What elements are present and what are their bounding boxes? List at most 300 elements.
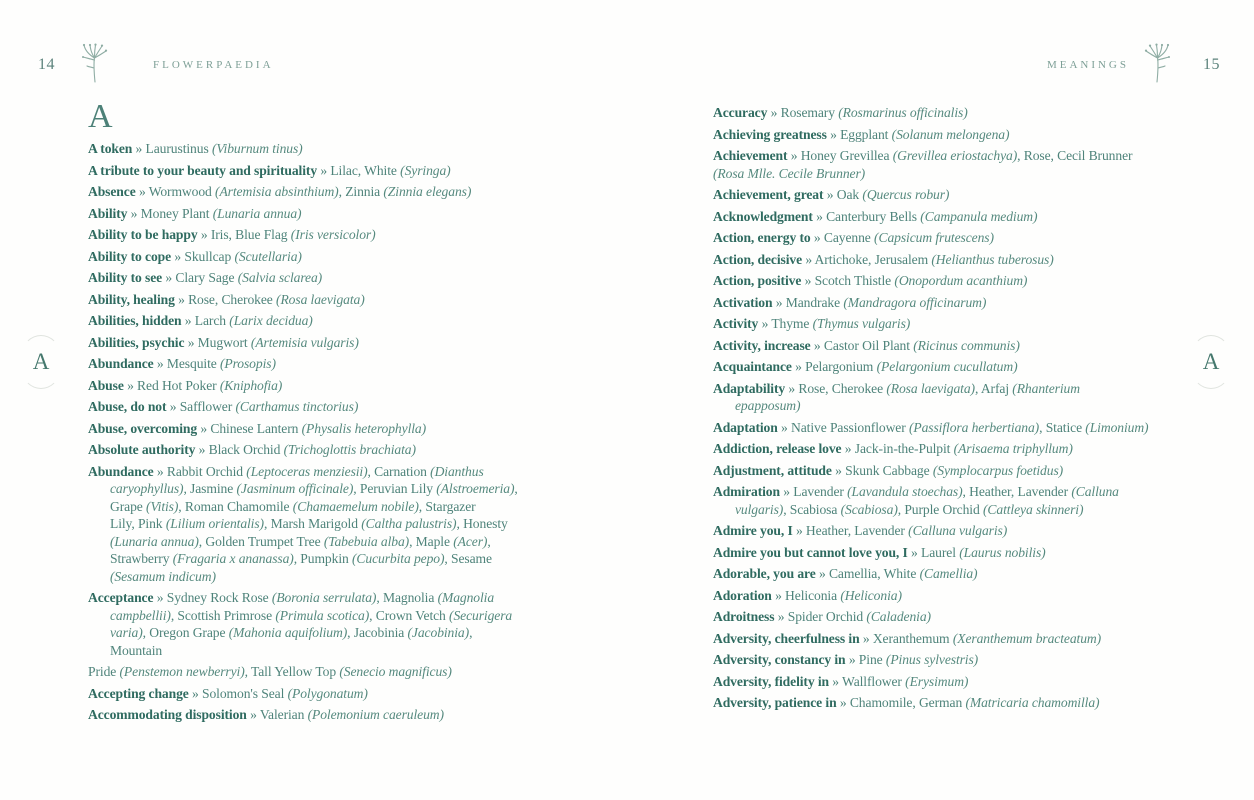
alphabet-tab-letter: A xyxy=(32,349,50,374)
entry-text: , Jacobinia xyxy=(347,625,408,640)
entry-line xyxy=(713,544,1181,562)
entry-text: » Artichoke, Jerusalem xyxy=(802,251,932,267)
entry-headword: Adoration xyxy=(713,587,772,603)
entry-text: Mountain xyxy=(110,642,163,658)
botanical-name: (Erysimum) xyxy=(905,673,969,689)
entry-line xyxy=(88,515,553,533)
entry-headword: Activation xyxy=(713,294,773,310)
entry-text: » Canterbury Bells xyxy=(812,208,921,224)
entry-text: , Sesame xyxy=(444,551,492,566)
botanical-name: (Syringa) xyxy=(400,162,451,178)
botanical-name: (Penstemon newberryi) xyxy=(119,664,245,679)
entry-line xyxy=(713,483,1181,501)
entry-text: , Carnation xyxy=(367,463,431,479)
entry-text: , Magnolia xyxy=(376,590,438,605)
entry-line xyxy=(713,565,1181,583)
entry-headword: Action, positive xyxy=(713,273,802,288)
botanical-name: (Kniphofia) xyxy=(219,377,283,393)
botanical-name: (Rosmarinus officinalis) xyxy=(838,105,968,120)
entry-text: , Scabiosa xyxy=(783,501,841,517)
entry-text: , Purple Orchid xyxy=(897,501,983,517)
entry-text: , Golden Trumpet Tree xyxy=(198,533,324,549)
entry xyxy=(713,104,1181,122)
entry-line xyxy=(88,663,553,681)
entry-text: » Spider Orchid xyxy=(774,609,867,624)
entry xyxy=(713,462,1181,480)
entry-line xyxy=(88,162,553,180)
entry-line xyxy=(713,587,1181,605)
entry-line xyxy=(88,420,553,438)
entry xyxy=(713,251,1181,269)
entry-line xyxy=(713,294,1181,312)
entry-line xyxy=(88,398,553,416)
entry-line xyxy=(713,522,1181,540)
botanical-name: (Pelargonium cucullatum) xyxy=(876,359,1018,374)
entry-text: » Pine xyxy=(845,652,886,667)
entry-line xyxy=(713,126,1181,144)
entry xyxy=(88,355,553,373)
entry-headword: Acquaintance xyxy=(713,359,792,374)
entry-headword: Action, energy to xyxy=(713,230,811,245)
entry xyxy=(713,380,1181,415)
entry-headword: Achievement, great xyxy=(713,187,824,202)
botanical-name: (Lilium orientalis) xyxy=(165,516,264,531)
entry xyxy=(88,183,553,201)
entry-headword: Accepting change xyxy=(88,685,189,701)
entry xyxy=(88,663,553,681)
botanical-name: (Lunaria annua) xyxy=(212,205,302,221)
botanical-name: vulgaris) xyxy=(735,501,784,517)
entry-text: » Red Hot Poker xyxy=(123,377,220,393)
entry-line xyxy=(713,272,1181,290)
entry-line xyxy=(713,630,1181,648)
entry-headword: Ability to cope xyxy=(88,248,172,264)
entry-line xyxy=(88,642,553,660)
left-running-title: FLOWERPAEDIA xyxy=(153,59,274,71)
left-entries xyxy=(88,140,553,724)
entry-line xyxy=(88,269,553,287)
botanical-name: (Sesamum indicum) xyxy=(110,568,216,584)
right-page-number: 15 xyxy=(1203,56,1220,73)
botanical-name: (Campanula medium) xyxy=(920,208,1038,224)
entry-text: , Jasmine xyxy=(183,481,237,496)
botanical-name: (Lunaria annua) xyxy=(110,533,199,549)
botanical-name: (Thymus vulgaris) xyxy=(812,316,911,331)
entry xyxy=(88,377,553,395)
entry xyxy=(713,694,1181,712)
entry-line xyxy=(713,440,1181,458)
entry-line xyxy=(88,624,553,642)
entry-headword: A token xyxy=(88,141,133,156)
entry-headword: Achievement xyxy=(713,148,788,163)
botanical-name: (Iris versicolor) xyxy=(290,227,376,242)
botanical-name: (Xeranthemum bracteatum) xyxy=(952,630,1102,646)
entry-line xyxy=(88,183,553,201)
entry xyxy=(88,205,553,223)
entry-line xyxy=(88,377,553,395)
botanical-name: (Rosa Mlle. Cecile Brunner) xyxy=(713,165,866,181)
entry-headword: Admire you but cannot love you, I xyxy=(713,544,908,560)
entry-text: » Wormwood xyxy=(135,184,216,199)
botanical-name: (Viburnum tinus) xyxy=(211,141,303,156)
entry-text: , xyxy=(514,481,518,496)
entry-text: , Peruvian Lily xyxy=(353,481,437,496)
entry-line xyxy=(88,355,553,373)
botanical-name: (Vitis) xyxy=(146,498,179,514)
entry-text: , Scottish Primrose xyxy=(170,607,276,623)
botanical-name: (Mahonia aquifolium) xyxy=(228,625,348,640)
entry-headword: Abundance xyxy=(88,463,154,479)
entry xyxy=(88,398,553,416)
entry xyxy=(88,334,553,352)
botanical-name: (Rosa laevigata) xyxy=(886,380,975,396)
entry xyxy=(88,312,553,330)
botanical-name: (Heliconia) xyxy=(840,587,902,603)
botanical-name: (Ricinus communis) xyxy=(913,337,1020,353)
entry-headword: Activity, increase xyxy=(713,337,811,353)
entry-line xyxy=(88,685,553,703)
entry xyxy=(713,337,1181,355)
entry-text: » Laurustinus xyxy=(132,141,212,156)
entry xyxy=(713,673,1181,691)
entry-line xyxy=(713,694,1181,712)
entry-text: » Heliconia xyxy=(771,587,841,603)
entry xyxy=(88,226,553,244)
entry-line xyxy=(88,248,553,266)
entry-headword: Ability to be happy xyxy=(88,227,198,242)
alphabet-tab-left xyxy=(22,335,60,389)
botanical-name: (Passiflora herbertiana) xyxy=(908,419,1040,435)
entry-text: » Skunk Cabbage xyxy=(831,462,933,478)
entry-text: , Maple xyxy=(409,533,454,549)
botanical-name: (Carthamus tinctorius) xyxy=(235,399,359,414)
entry xyxy=(713,608,1181,626)
entry-text: » Mugwort xyxy=(184,334,251,350)
entry-text: » Castor Oil Plant xyxy=(810,337,914,353)
botanical-name: (Polemonium caeruleum) xyxy=(307,707,444,722)
botanical-name: (Scabiosa) xyxy=(840,501,898,517)
botanical-name: (Rhanterium xyxy=(1012,380,1080,396)
entry-line xyxy=(713,147,1181,165)
entry-headword: Adversity, fidelity in xyxy=(713,673,829,689)
entry-text: » Money Plant xyxy=(127,205,213,221)
botanical-name: (Cucurbita pepo) xyxy=(352,551,445,566)
entry-headword: Adorable, you are xyxy=(713,566,816,581)
entry-text: » Eggplant xyxy=(826,126,892,142)
entry-line xyxy=(88,205,553,223)
entry-text: » Honey Grevillea xyxy=(787,148,893,163)
entry xyxy=(713,587,1181,605)
left-page-header xyxy=(38,44,274,86)
entry xyxy=(713,294,1181,312)
entry-line xyxy=(713,208,1181,226)
entry-text: , Crown Vetch xyxy=(369,607,450,623)
entry-text: » Pelargonium xyxy=(791,359,877,374)
right-page-header xyxy=(1047,44,1220,86)
entry xyxy=(713,126,1181,144)
entry-text: » Native Passionflower xyxy=(777,419,909,435)
entry-headword: Absence xyxy=(88,184,136,199)
entry-line xyxy=(88,312,553,330)
botanical-name: (Acer) xyxy=(453,533,488,549)
entry-text: » Jack-in-the-Pulpit xyxy=(841,441,954,456)
botanical-name: (Grevillea eriostachya) xyxy=(892,148,1018,163)
entry-text: , Oregon Grape xyxy=(142,625,229,640)
botanical-name: (Limonium) xyxy=(1085,419,1149,435)
botanical-name: (Prosopis) xyxy=(219,356,276,371)
entry-line xyxy=(713,229,1181,247)
section-letter-heading: A xyxy=(88,98,113,135)
entry-line xyxy=(713,337,1181,355)
botanical-name: (Mandragora officinarum) xyxy=(843,294,987,310)
entry-text: » Chamomile, German xyxy=(836,695,966,710)
entry-headword: Absolute authority xyxy=(88,442,196,457)
entry-headword: Admire you, I xyxy=(713,523,793,538)
entry-text: » Sydney Rock Rose xyxy=(153,590,272,605)
entry-headword: Ability xyxy=(88,205,128,221)
entry-line xyxy=(88,607,553,625)
flower-sprig-icon xyxy=(77,42,113,84)
botanical-name: (Jacobinia) xyxy=(407,625,470,640)
entry-text: » Mandrake xyxy=(772,294,844,310)
botanical-name: (Primula scotica) xyxy=(275,607,370,623)
botanical-name: (Capsicum frutescens) xyxy=(874,230,994,245)
entry-text: » Heather, Lavender xyxy=(792,523,909,538)
entry xyxy=(713,544,1181,562)
entry-line xyxy=(713,651,1181,669)
entry-headword: Achieving greatness xyxy=(713,126,827,142)
entry-line xyxy=(713,251,1181,269)
entry-text: » Clary Sage xyxy=(162,270,238,285)
entry-text: , Zinnia xyxy=(338,184,384,199)
botanical-name: (Artemisia vulgaris) xyxy=(250,334,359,350)
botanical-name: (Physalis heterophylla) xyxy=(301,420,427,436)
entry xyxy=(713,522,1181,540)
entry xyxy=(713,651,1181,669)
entry-text: » Laurel xyxy=(907,544,960,560)
entry-headword: Abuse xyxy=(88,377,124,393)
entry-text: » Rose, Cherokee xyxy=(174,291,277,307)
botanical-name: (Scutellaria) xyxy=(234,248,302,264)
botanical-name: (Dianthus xyxy=(430,463,484,479)
entry xyxy=(713,272,1181,290)
entry-text: Strawberry xyxy=(110,551,173,566)
entry xyxy=(88,685,553,703)
entry-text: » Safflower xyxy=(166,399,236,414)
entry xyxy=(88,291,553,309)
entry-headword: Activity xyxy=(713,316,759,331)
entry-line xyxy=(713,165,1181,183)
entry-text: » Black Orchid xyxy=(195,442,284,457)
entry-text: , Stargazer xyxy=(418,498,476,514)
entry-line xyxy=(88,140,553,158)
entry xyxy=(713,208,1181,226)
botanical-name: (Cattleya skinneri) xyxy=(982,501,1084,517)
entry-line xyxy=(88,463,553,481)
botanical-name: (Boronia serrulata) xyxy=(271,590,377,605)
entry-headword: Ability, healing xyxy=(88,291,175,307)
entry-text: » Iris, Blue Flag xyxy=(197,227,291,242)
entry-text: » Lavender xyxy=(779,484,848,499)
botanical-name: (Trichoglottis brachiata) xyxy=(283,442,416,457)
entry xyxy=(88,269,553,287)
entry-headword: Abilities, psychic xyxy=(88,334,185,350)
botanical-name: (Alstroemeria) xyxy=(436,481,515,496)
botanical-name: (Senecio magnificus) xyxy=(339,664,452,679)
botanical-name: (Rosa laevigata) xyxy=(276,291,365,307)
flower-sprig-icon xyxy=(1139,42,1175,84)
botanical-name: (Polygonatum) xyxy=(287,685,368,701)
entry-text: , Statice xyxy=(1039,419,1086,435)
botanical-name: (Arisaema triphyllum) xyxy=(953,441,1073,456)
botanical-name: (Magnolia xyxy=(437,590,495,605)
botanical-name: (Jasminum officinale) xyxy=(236,481,354,496)
entry-text: Pride xyxy=(88,664,120,679)
botanical-name: campbellii) xyxy=(110,607,171,623)
botanical-name: (Chamaemelum nobile) xyxy=(292,498,419,514)
botanical-name: (Matricaria chamomilla) xyxy=(965,695,1100,710)
alphabet-tab-right xyxy=(1192,335,1230,389)
botanical-name: (Lavandula stoechas) xyxy=(847,484,963,499)
entry-line xyxy=(713,397,1181,415)
entry xyxy=(713,147,1181,182)
entry-line xyxy=(88,533,553,551)
entry-line xyxy=(713,501,1181,519)
entry-line xyxy=(88,498,553,516)
entry xyxy=(713,419,1181,437)
entry-text: » Rose, Cherokee xyxy=(785,380,887,396)
entry-headword: Adroitness xyxy=(713,609,775,624)
entry-line xyxy=(88,706,553,724)
entry-line xyxy=(88,226,553,244)
entry-headword: Accommodating disposition xyxy=(88,707,247,722)
botanical-name: (Tabebuia alba) xyxy=(323,533,410,549)
entry-text: , Heather, Lavender xyxy=(962,484,1072,499)
entry-line xyxy=(713,358,1181,376)
entry-text: Grape xyxy=(110,498,147,514)
entry xyxy=(88,589,553,659)
entry-text: » Chinese Lantern xyxy=(197,420,302,436)
alphabet-tab-letter: A xyxy=(1202,349,1220,374)
entry xyxy=(88,140,553,158)
entry-text: » Xeranthemum xyxy=(859,630,953,646)
entry-text: » Cayenne xyxy=(810,230,875,245)
botanical-name: (Quercus robur) xyxy=(862,187,950,202)
entry-text: , Rose, Cecil Brunner xyxy=(1017,148,1133,163)
entry-text: » Larch xyxy=(181,313,230,328)
botanical-name: (Salvia sclarea) xyxy=(237,270,323,285)
entry-headword: Acceptance xyxy=(88,590,154,605)
entry-line xyxy=(88,441,553,459)
botanical-name: (Camellia) xyxy=(919,566,978,581)
entry-text: » Rosemary xyxy=(767,105,839,120)
entry xyxy=(88,162,553,180)
entry xyxy=(88,420,553,438)
botanical-name: (Zinnia elegans) xyxy=(383,184,472,199)
entry-headword: Abuse, overcoming xyxy=(88,420,198,436)
entry-line xyxy=(88,334,553,352)
entry-headword: Adaptation xyxy=(713,419,778,435)
entry-text: » Rabbit Orchid xyxy=(153,463,247,479)
botanical-name: epapposum) xyxy=(735,398,801,413)
botanical-name: (Artemisia absinthium) xyxy=(215,184,339,199)
entry-headword: A tribute to your beauty and spirituality xyxy=(88,162,318,178)
entry xyxy=(713,483,1181,518)
entry-text: » Thyme xyxy=(758,316,813,331)
botanical-name: (Fragaria x ananassa) xyxy=(172,551,294,566)
entry-text: » Solomon's Seal xyxy=(188,685,288,701)
entry-headword: Adversity, patience in xyxy=(713,695,837,710)
botanical-name: (Pinus sylvestris) xyxy=(885,652,979,667)
entry-line xyxy=(713,462,1181,480)
botanical-name: (Larix decidua) xyxy=(229,313,313,328)
entry-line xyxy=(88,550,553,568)
entry-headword: Abundance xyxy=(88,356,154,371)
entry-text: » Scotch Thistle xyxy=(801,273,895,288)
botanical-name: (Leptoceras menziesii) xyxy=(246,463,368,479)
botanical-name: (Caltha palustris) xyxy=(361,516,457,531)
entry-text: Lily, Pink xyxy=(110,516,166,531)
entry-headword: Abuse, do not xyxy=(88,399,167,414)
entry xyxy=(88,706,553,724)
entry-line xyxy=(713,186,1181,204)
entry xyxy=(88,248,553,266)
right-entries xyxy=(713,104,1181,712)
entry-line xyxy=(713,419,1181,437)
botanical-name: (Caladenia) xyxy=(866,609,931,624)
botanical-name: (Solanum melongena) xyxy=(891,126,1010,142)
entry-text: » Lilac, White xyxy=(317,162,401,178)
entry-line xyxy=(88,568,553,586)
entry xyxy=(713,358,1181,376)
entry-line xyxy=(713,380,1181,398)
botanical-name: (Onopordum acanthium) xyxy=(894,273,1028,288)
entry-line xyxy=(88,291,553,309)
entry xyxy=(713,229,1181,247)
entry-line xyxy=(713,673,1181,691)
entry-text: , Honesty xyxy=(456,516,508,531)
entry-text: , Marsh Marigold xyxy=(263,516,362,531)
entry xyxy=(88,463,553,586)
entry-line xyxy=(713,608,1181,626)
entry-text: » Skullcap xyxy=(171,248,235,264)
entry-headword: Adjustment, attitude xyxy=(713,462,832,478)
entry xyxy=(88,441,553,459)
entry-text: , xyxy=(469,625,473,640)
entry-headword: Abilities, hidden xyxy=(88,313,182,328)
entry-headword: Adaptability xyxy=(713,380,786,396)
entry xyxy=(713,186,1181,204)
entry-text: , Arfaj xyxy=(974,380,1013,396)
entry-text: » Oak xyxy=(823,187,863,202)
botanical-name: (Laurus nobilis) xyxy=(959,544,1046,560)
entry-text: , Tall Yellow Top xyxy=(244,664,340,679)
entry-text: » Camellia, White xyxy=(815,566,920,581)
botanical-name: (Helianthus tuberosus) xyxy=(931,251,1054,267)
entry-text: , Pumpkin xyxy=(293,551,352,566)
entry-text: » Valerian xyxy=(246,707,308,722)
entry-headword: Addiction, release love xyxy=(713,441,842,456)
entry-line xyxy=(88,589,553,607)
entry-headword: Action, decisive xyxy=(713,251,803,267)
entry-line xyxy=(713,104,1181,122)
botanical-name: (Symplocarpus foetidus) xyxy=(932,462,1064,478)
entry-headword: Adversity, cheerfulness in xyxy=(713,630,860,646)
entry-headword: Adversity, constancy in xyxy=(713,652,846,667)
botanical-name: (Calluna vulgaris) xyxy=(908,523,1008,538)
entry-line xyxy=(88,480,553,498)
botanical-name: (Calluna xyxy=(1071,484,1119,499)
